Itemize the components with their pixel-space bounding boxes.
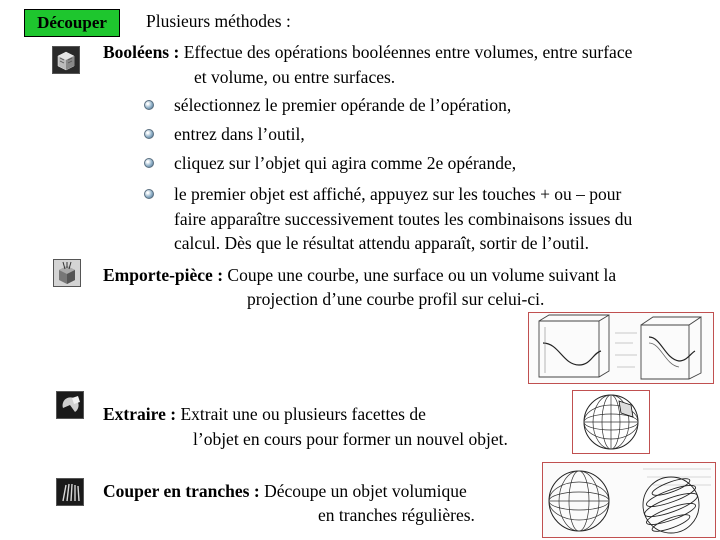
emporte-label: Emporte-pièce : (103, 265, 224, 285)
slice-icon[interactable] (56, 478, 84, 506)
booleans-cube-icon[interactable] (52, 46, 80, 74)
intro-text: Plusieurs méthodes : (146, 11, 291, 31)
booleens-desc-2: et volume, ou entre surfaces. (194, 67, 396, 87)
step-3: cliquez sur l’objet qui agira comme 2e opérande, (174, 153, 517, 173)
couper-tranches-illustration (542, 462, 716, 538)
extraire-desc-1: Extrait une ou plusieurs facettes de (180, 404, 426, 424)
step-4-line2: faire apparaître successivement toutes les combinaisons issues du (174, 209, 633, 229)
bullet-icon (144, 100, 154, 110)
step-1: sélectionnez le premier opérande de l’opération, (174, 95, 512, 115)
emporte-piece-illustration (528, 312, 714, 384)
emporte-line1 (103, 263, 616, 288)
booleens-label: Booléens : (103, 42, 180, 62)
step-4-line1: le premier objet est affiché, appuyez sur les touches + ou – pour (174, 184, 622, 204)
punch-box-icon[interactable] (53, 259, 81, 287)
emporte-desc-1: Coupe une courbe, une surface ou un volume suivant la (227, 265, 617, 285)
couper-label: Couper en tranches : (103, 481, 260, 501)
bullet-icon (144, 129, 154, 139)
bullet-icon (144, 158, 154, 168)
step-4-line3: calcul. Dès que le résultat attendu apparaît, sortir de l’outil. (174, 233, 589, 253)
emporte-desc-2: projection d’une courbe profil sur celui-ci. (247, 289, 545, 309)
extraire-line1 (103, 402, 426, 427)
title-badge: Découper (24, 9, 120, 37)
extraire-desc-2: l’objet en cours pour former un nouvel objet. (193, 429, 508, 449)
extraire-label: Extraire : (103, 404, 177, 424)
booleens-desc-1: Effectue des opérations booléennes entre volumes, entre surface (183, 42, 633, 62)
extract-facets-icon[interactable] (56, 391, 84, 419)
couper-desc-1: Découpe un objet volumique (264, 481, 467, 501)
couper-line1 (103, 479, 467, 504)
couper-desc-2: en tranches régulières. (318, 505, 475, 525)
extraire-sphere-illustration (572, 390, 650, 454)
step-2: entrez dans l’outil, (174, 124, 305, 144)
booleens-line1 (103, 40, 632, 65)
bullet-icon (144, 189, 154, 199)
